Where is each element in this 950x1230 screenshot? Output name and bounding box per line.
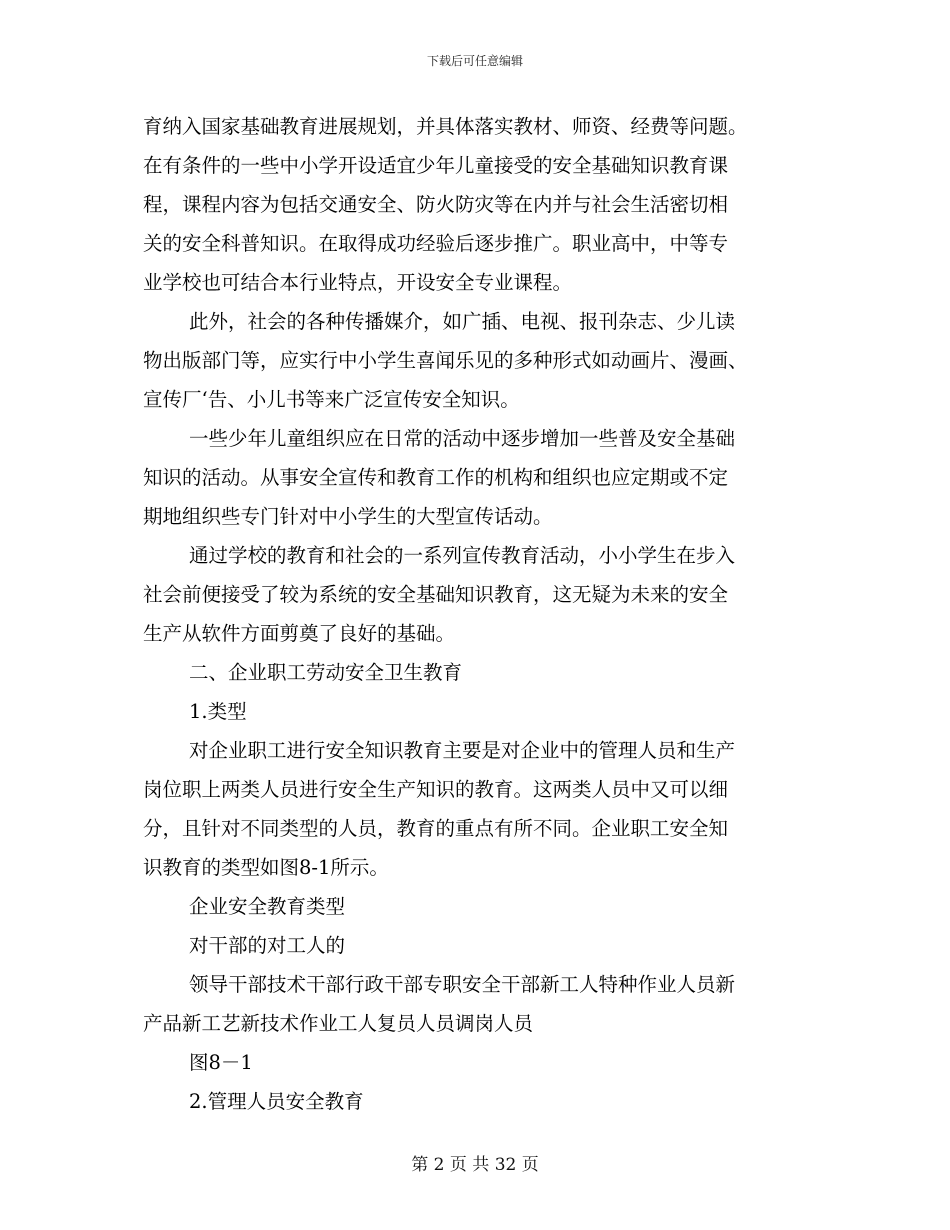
text-line: 在有条件的一些中小学开设适宜少年儿童接受的安全基础知识教育课 — [143, 154, 729, 177]
text-line: 关的安全科普知识。在取得成功经验后逐步推广。职业高中，中等专 — [143, 232, 729, 255]
text-line: 识教育的类型如图8-1所示。 — [143, 856, 389, 879]
text-line: 产品新工艺新技术作业工人复员人员调岗人员 — [143, 1012, 534, 1035]
text-line: 岗位职上两类人员进行安全生产知识的教育。这两类人员中又可以细 — [143, 778, 729, 801]
text-line: 2.管理人员安全教育 — [189, 1090, 364, 1113]
text-line: 二、企业职工劳动安全卫生教育 — [189, 661, 463, 684]
text-line: 期地组织些专门针对中小学生的大型宣传话动。 — [143, 505, 553, 528]
text-line: 宣传厂‘告、小儿书等来广泛宣传安全知识。 — [143, 388, 520, 411]
text-line: 物出版部门等，应实行中小学生喜闻乐见的多种形式如动画片、漫画、 — [143, 349, 748, 372]
text-line: 程，课程内容为包括交通安全、防火防灾等在内并与社会生活密切相 — [143, 193, 729, 216]
text-line: 知识的活动。从事安全宣传和教育工作的机构和组织也应定期或不定 — [143, 466, 729, 489]
text-line: 一些少年儿童组织应在日常的活动中逐步增加一些普及安全基础 — [189, 427, 736, 450]
text-line: 社会前便接受了较为系统的安全基础知识教育，这无疑为未来的安全 — [143, 583, 729, 606]
page-footer: 第 2 页 共 32 页 — [411, 1155, 539, 1175]
text-line: 分，且针对不同类型的人员，教育的重点有所不同。企业职工安全知 — [143, 817, 729, 840]
page-header: 下载后可任意编辑 — [426, 54, 523, 68]
text-line: 育纳入国家基础教育进展规划，并具体落实教材、师资、经费等问题。 — [143, 115, 748, 138]
text-line: 领导干部技术干部行政干部专职安全干部新工人特种作业人员新 — [189, 973, 736, 996]
text-line: 对企业职工进行安全知识教育主要是对企业中的管理人员和生产 — [189, 739, 736, 762]
text-line: 通过学校的教育和社会的一系列宣传教育活动，小小学生在步入 — [189, 544, 736, 567]
text-line: 生产从软件方面剪奠了良好的基础。 — [143, 622, 456, 645]
text-line: 对干部的对工人的 — [189, 934, 346, 957]
body-text — [143, 107, 803, 1121]
text-line: 企业安全教育类型 — [189, 895, 346, 918]
text-line: 图8－1 — [189, 1051, 253, 1074]
text-line: 1.类型 — [189, 700, 247, 723]
text-line: 此外，社会的各种传播媒介，如广插、电视、报刊杂志、少儿读 — [189, 310, 736, 333]
text-line: 业学校也可结合本行业特点，开设安全专业课程。 — [143, 271, 573, 294]
